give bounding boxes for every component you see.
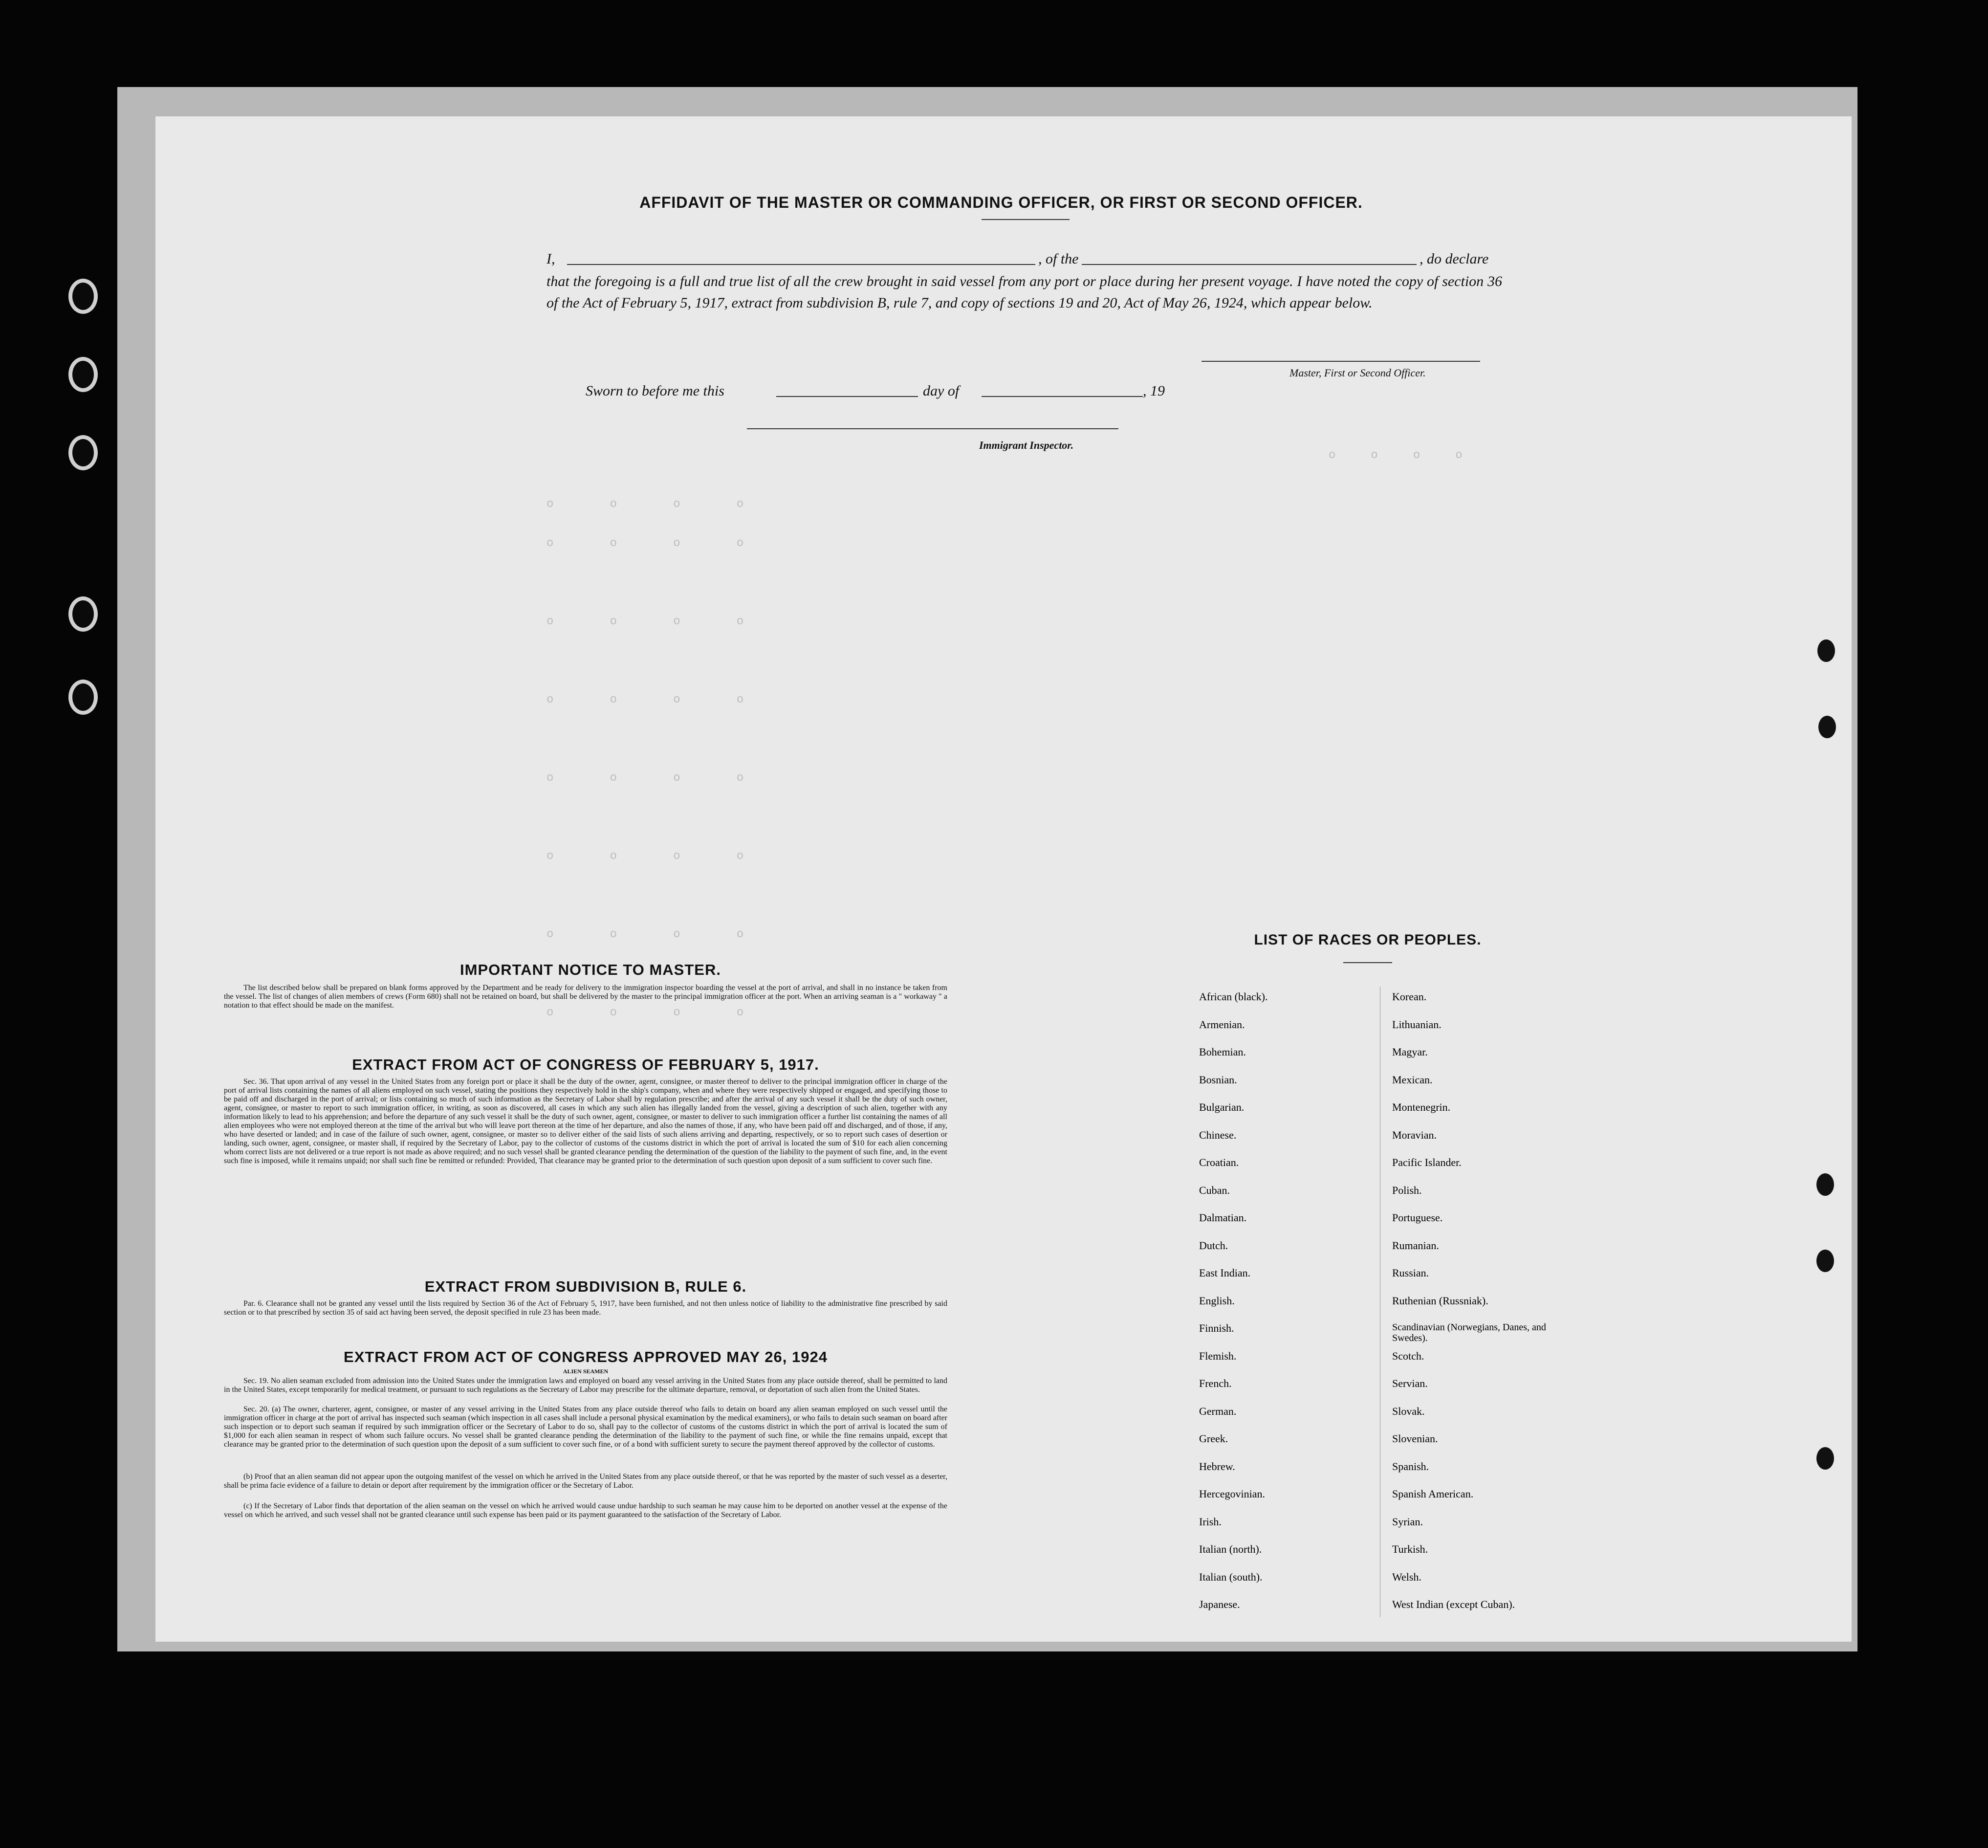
- race-entry: Greek.: [1199, 1432, 1228, 1445]
- affidavit-title: AFFIDAVIT OF THE MASTER OR COMMANDING OFFICER, OR FIRST OR SECOND OFFICER.: [639, 194, 1363, 211]
- race-entry: Bosnian.: [1199, 1073, 1237, 1086]
- bleed-through: o o o o: [1329, 449, 1463, 462]
- sworn-label: Sworn to before me this: [586, 383, 724, 399]
- race-entry: Rumanian.: [1392, 1239, 1439, 1252]
- binder-hole: [1817, 639, 1835, 662]
- race-entry: Slovak.: [1392, 1405, 1425, 1417]
- race-entry: Irish.: [1199, 1515, 1222, 1528]
- year-label: , 19: [1143, 383, 1165, 399]
- inspector-caption: Immigrant Inspector.: [979, 439, 1074, 451]
- race-entry: Armenian.: [1199, 1018, 1245, 1031]
- act-1917-title: EXTRACT FROM ACT OF CONGRESS OF FEBRUARY 5, 1917.: [352, 1056, 819, 1073]
- rule6-title: EXTRACT FROM SUBDIVISION B, RULE 6.: [424, 1278, 747, 1295]
- race-entry: Bohemian.: [1199, 1046, 1246, 1058]
- race-entry: Scotch.: [1392, 1349, 1424, 1362]
- race-entry: Lithuanian.: [1392, 1018, 1442, 1031]
- binder-hole: [1816, 1173, 1834, 1196]
- race-entry: Japanese.: [1199, 1598, 1240, 1610]
- binder-hole: [68, 279, 98, 314]
- affidavit-body: that the foregoing is a full and true list of all the crew brought in said vessel from any port or place during her present voyage. I have noted the copy of section 36 of the Act of February 5, 1917, extract from subdivision B, rule 7, and copy of sections 19 and 20, Act of May 26, 1924, which appear below.: [546, 273, 1502, 311]
- master-signature-line[interactable]: [1202, 361, 1480, 362]
- bleed-through: o o o o: [546, 928, 744, 941]
- vessel-field-line[interactable]: [1121, 264, 1434, 265]
- race-entry: Portuguese.: [1392, 1211, 1443, 1224]
- binder-hole: [1816, 1250, 1834, 1272]
- bleed-through: o o o o: [546, 498, 744, 511]
- race-entry: Montenegrin.: [1392, 1101, 1451, 1113]
- divider: [1343, 962, 1392, 963]
- affidavit-i-label: I,: [546, 251, 555, 267]
- race-entry: Ruthenian (Russniak).: [1392, 1294, 1488, 1307]
- race-entry: Hercegovinian.: [1199, 1488, 1265, 1500]
- race-entry: Bulgarian.: [1199, 1101, 1245, 1113]
- binder-hole: [68, 357, 98, 392]
- binder-hole: [68, 680, 98, 715]
- race-entry: Welsh.: [1392, 1570, 1421, 1583]
- race-entry: Polish.: [1392, 1184, 1422, 1196]
- bleed-through: o o o o: [546, 1006, 744, 1019]
- act-1924-subtitle: ALIEN SEAMEN: [563, 1368, 609, 1375]
- race-entry: Cuban.: [1199, 1184, 1230, 1196]
- rule6-body: Par. 6. Clearance shall not be granted any vessel until the lists required by Section 36 of the Act of February 5, 1917, have been furnished, and not then unless notice of liability to the administrative fine prescribed by said section or to that prescribed by section 35 of said act having been served, the deposit specified in rule 23 has been made.: [224, 1299, 947, 1317]
- race-entry: West Indian (except Cuban).: [1392, 1598, 1515, 1610]
- sec20c-text: (c) If the Secretary of Labor finds that deportation of the alien seaman on the vessel on which he arrived would cause undue hardship to such seaman he may cause him to be deported on another vessel at the expense of the vessel on which he arrived, and such vessel shall not be granted clearance until such expense has been paid or its payment guaranteed to the satisfaction of the Secretary of Labor.: [224, 1502, 947, 1519]
- day-of-label: day of: [923, 383, 960, 399]
- race-entry: East Indian.: [1199, 1267, 1251, 1279]
- bleed-through: o o o o: [546, 850, 744, 863]
- race-entry: Syrian.: [1392, 1515, 1423, 1528]
- race-entry: Spanish American.: [1392, 1488, 1474, 1500]
- race-entry: English.: [1199, 1294, 1235, 1307]
- race-entry: Russian.: [1392, 1267, 1429, 1279]
- master-caption: Master, First or Second Officer.: [1289, 367, 1426, 379]
- notice-body: The list described below shall be prepared on blank forms approved by the Department and be ready for delivery to the immigration inspector boarding the vessel at the port of arrival, and shall in no instance be taken from the vessel. The list of changes of alien members of crews (Form 680) shall not be retained on board, but shall be delivered by the master to the principal immigration officer at the port. When an arriving seaman is a " workaway " a notation to that effect should be made on the manifest.: [224, 984, 947, 1010]
- race-entry: Hebrew.: [1199, 1460, 1235, 1473]
- sec20a-text: Sec. 20. (a) The owner, charterer, agent, consignee, or master of any vessel arriving in the United States from any place outside thereof who fails to detain on board any alien seaman employed on such vessel until the immigration officer in charge at the port of arrival has inspected such seaman (which inspection in all cases shall include a personal physical examination by the medical examiners), or who fails to detain such seaman on board after such inspection or to deport such seaman if required by such immigration officer or the Secretary of Labor to do so, shall pay to the collector of customs of the customs district in which the port of arrival is located the sum of $1,000 for each alien seaman in respect of whom such failure occurs. No vessel shall be granted clearance pending the determination of the liability to the payment of such fine, or while the fine remains unpaid, except that clearance may be granted prior to the determination of such question upon the deposit of a sum sufficient to cover such fine, or of a bond with sufficient surety to secure the payment thereof approved by the collector of customs.: [224, 1405, 947, 1449]
- sec20b-text: (b) Proof that an alien seaman did not appear upon the outgoing manifest of the vessel on which he arrived in the United States from any place outside thereof, or that he was reported by the master of such vessel as a deserter, shall be prima facie evidence of a failure to detain or deport after requirement by the immigration officer or the Secretary of Labor.: [224, 1473, 947, 1490]
- race-entry: African (black).: [1199, 990, 1268, 1003]
- bleed-through: o o o o: [546, 771, 744, 785]
- race-entry: Chinese.: [1199, 1128, 1237, 1141]
- sec19-text: Sec. 19. No alien seaman excluded from admission into the United States under the immigration laws and employed on board any vessel arriving in the United States from any place outside thereof, shall be permitted to land in the United States, except temporarily for medical treatment, or pursuant to such regulations as the Secretary of Labor may prescribe for the ultimate departure, removal, or deportation of such alien from the United States.: [224, 1377, 947, 1394]
- race-entry: Servian.: [1392, 1377, 1428, 1389]
- race-entry: Dutch.: [1199, 1239, 1228, 1252]
- month-field-line[interactable]: [982, 396, 1143, 397]
- binder-hole: [1816, 1447, 1834, 1470]
- race-entry: Pacific Islander.: [1392, 1156, 1462, 1168]
- document-sheet: [155, 116, 1852, 1642]
- notice-title: IMPORTANT NOTICE TO MASTER.: [460, 961, 721, 978]
- race-entry: Croatian.: [1199, 1156, 1239, 1168]
- name-field-line[interactable]: [567, 264, 1193, 265]
- divider: [982, 219, 1070, 220]
- act-1917-body: Sec. 36. That upon arrival of any vessel in the United States from any foreign port or place it shall be the duty of the owner, agent, consignee, or master thereof to deliver to the principal immigration officer in charge of the port of arrival lists containing the names of all aliens employed on such vessel, stating the positions they respectively hold in the ship's company, when and where they were respectively shipped or engaged, and specifying those to be paid off and discharged in the port of arrival; or lists containing so much of such information as the Secretary of Labor shall by regulation prescribe; and after the arrival of any such vessel it shall be the duty of such owner, agent, consignee, or master to report to such immigration officer, in writing, as soon as discovered, all cases in which any such alien has illegally landed from the vessel, giving a description of such alien, together with any information likely to lead to his apprehension; and before the departure of any such vessel it shall be the duty of such owner, agent, consignee, or master to deliver to such immigration officer a further list containing the names of all alien employees who were not employed thereon at the time of the arrival but who will leave port thereon at the time of her departure, and also the names of those, if any, who have been paid off and discharged, and of those, if any, who have deserted or landed; and in case of the failure of such owner, agent, consignee, or master so to deliver either of the said lists of such aliens arriving and departing, respectively, or so to report such cases of desertion or landing, such owner, agent, consignee, or master shall, if required by the Secretary of Labor, pay to the collector of customs of the customs district in which the port of arrival is located the sum of $10 for each alien concerning whom correct lists are not delivered or a true report is not made as above required; and no such vessel shall be granted clearance pending the determination of the question of the liability to the payment of such fine, and, in the event such fine is imposed, while it remains unpaid; nor shall such fine be remitted or refunded: Provided, That clearance may be granted prior to the determination of such question upon deposit of a sum sufficient to cover such fine.: [224, 1078, 947, 1165]
- race-entry: Magyar.: [1392, 1046, 1428, 1058]
- bleed-through: o o o o: [546, 693, 744, 706]
- race-entry: Korean.: [1392, 990, 1427, 1003]
- race-entry: Moravian.: [1392, 1128, 1437, 1141]
- races-title: LIST OF RACES OR PEOPLES.: [1254, 932, 1482, 948]
- race-entry: Turkish.: [1392, 1543, 1428, 1555]
- race-entry: Dalmatian.: [1199, 1211, 1247, 1224]
- race-entry: Italian (south).: [1199, 1570, 1263, 1583]
- race-entry: Spanish.: [1392, 1460, 1429, 1473]
- inspector-signature-line[interactable]: [747, 428, 1118, 429]
- bleed-through: o o o o: [546, 615, 744, 628]
- race-entry: Scandinavian (Norwegians, Danes, and Swedes).: [1392, 1322, 1546, 1343]
- race-entry: Flemish.: [1199, 1349, 1237, 1362]
- act-1924-title: EXTRACT FROM ACT OF CONGRESS APPROVED MAY 26, 1924: [344, 1348, 828, 1365]
- race-entry: German.: [1199, 1405, 1237, 1417]
- race-entry: Finnish.: [1199, 1322, 1234, 1334]
- race-entry: Italian (north).: [1199, 1543, 1262, 1555]
- affidavit-declare-label: , do declare: [1417, 248, 1491, 270]
- race-entry: Slovenian.: [1392, 1432, 1438, 1445]
- bleed-through: o o o o: [546, 537, 744, 550]
- day-field-line[interactable]: [776, 396, 918, 397]
- affidavit-of-label: , of the: [1035, 248, 1082, 270]
- binder-hole: [1818, 716, 1836, 738]
- race-entry: French.: [1199, 1377, 1232, 1389]
- binder-hole: [68, 596, 98, 632]
- race-entry: Mexican.: [1392, 1073, 1433, 1086]
- binder-hole: [68, 435, 98, 470]
